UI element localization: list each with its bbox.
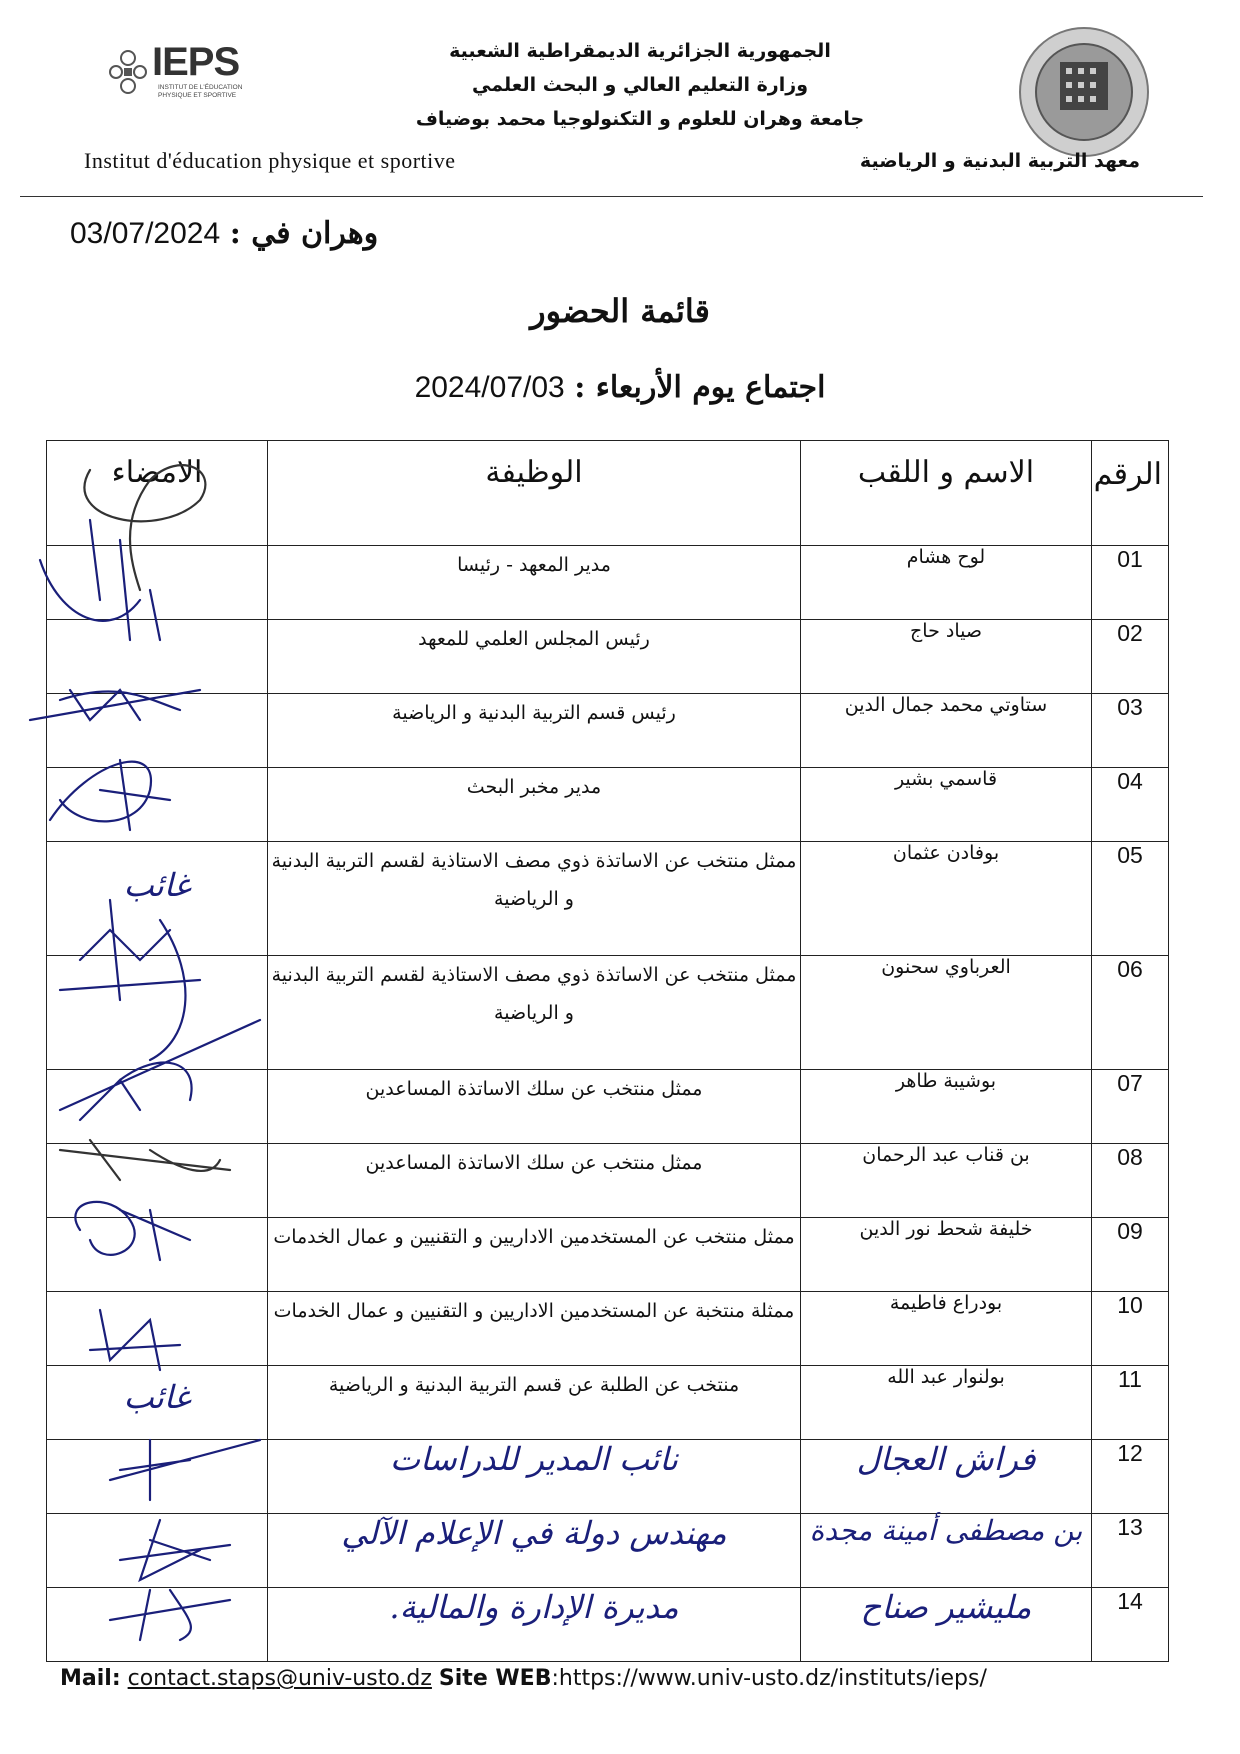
table-row <box>47 768 1169 842</box>
row-name-handwritten: بن مصطفى أمينة مجدة <box>801 1514 1092 1588</box>
table-row <box>47 1588 1169 1662</box>
row-name: ستاوتي محمد جمال الدين <box>801 694 1092 768</box>
institute-name-ar: معهد التربية البدنية و الرياضية <box>859 150 1140 172</box>
row-function: ممثل منتخب عن الاساتذة ذوي مصف الاستاذية لقسم التربية البدنية و الرياضية <box>268 956 801 1070</box>
date-line <box>70 216 378 251</box>
row-function: مدير المعهد - رئيسا <box>268 546 801 620</box>
row-number: 11 <box>1092 1366 1169 1440</box>
row-signature <box>47 620 268 694</box>
row-function-handwritten: نائب المدير للدراسات <box>268 1440 801 1514</box>
ieps-logo-sub-2: PHYSIQUE ET SPORTIVE <box>158 92 237 99</box>
table-row <box>47 1144 1169 1218</box>
row-signature <box>47 1218 268 1292</box>
row-number: 03 <box>1092 694 1169 768</box>
row-name-handwritten: فراش العجال <box>801 1440 1092 1514</box>
header-signature: الامضاء <box>47 441 268 546</box>
header-republic: الجمهورية الجزائرية الديمقراطية الشعبية <box>449 40 831 62</box>
row-signature <box>47 1070 268 1144</box>
row-name: بودراع فاطيمة <box>801 1292 1092 1366</box>
table-row <box>47 546 1169 620</box>
university-seal-icon <box>1018 26 1150 158</box>
table-row <box>47 1292 1169 1366</box>
row-signature <box>47 956 268 1070</box>
date-label: وهران في : <box>229 216 379 251</box>
table-row <box>47 956 1169 1070</box>
document-title: قائمة الحضور <box>530 292 710 330</box>
row-function: ممثل منتخب عن سلك الاساتذة المساعدين <box>268 1144 801 1218</box>
row-number: 09 <box>1092 1218 1169 1292</box>
footer-mail-label: Mail: <box>60 1666 121 1691</box>
row-signature <box>47 1514 268 1588</box>
table-row <box>47 1440 1169 1514</box>
university-seal <box>1018 26 1150 158</box>
meeting-date: 2024/07/03 <box>414 371 565 404</box>
row-function: ممثل منتخب عن المستخدمين الاداريين و التقنيين و عمال الخدمات <box>268 1218 801 1292</box>
footer-web-label: Site WEB <box>438 1666 552 1691</box>
institute-name-fr: Institut d'éducation physique et sportive <box>84 148 456 173</box>
ieps-logo-text: IEPS <box>152 40 240 84</box>
row-signature <box>47 546 268 620</box>
row-function: ممثل منتخب عن الاساتذة ذوي مصف الاستاذية لقسم التربية البدنية و الرياضية <box>268 842 801 956</box>
row-number: 06 <box>1092 956 1169 1070</box>
row-number: 08 <box>1092 1144 1169 1218</box>
table-header-row <box>47 441 1169 546</box>
footer-mail-link[interactable]: contact.staps@univ-usto.dz <box>127 1666 432 1691</box>
row-function: منتخب عن الطلبة عن قسم التربية البدنية و الرياضية <box>268 1366 801 1440</box>
row-name: بولنوار عبد الله <box>801 1366 1092 1440</box>
row-name: قاسمي بشير <box>801 768 1092 842</box>
header-university: جامعة وهران للعلوم و التكنولوجيا محمد بوضياف <box>415 108 865 130</box>
row-number: 13 <box>1092 1514 1169 1588</box>
attendance-table <box>46 440 1169 1662</box>
header-name: الاسم و اللقب <box>801 441 1092 546</box>
table-row <box>47 694 1169 768</box>
ieps-logo <box>106 40 244 106</box>
row-name: بوفادن عثمان <box>801 842 1092 956</box>
row-signature-absent: غائب <box>47 842 268 956</box>
row-signature <box>47 1588 268 1662</box>
row-number: 01 <box>1092 546 1169 620</box>
ieps-emblem-icon <box>106 44 150 102</box>
row-name: العرباوي سحنون <box>801 956 1092 1070</box>
row-number: 12 <box>1092 1440 1169 1514</box>
footer-web-link[interactable]: :https://www.univ-usto.dz/instituts/ieps/ <box>551 1666 987 1691</box>
row-name: لوح هشام <box>801 546 1092 620</box>
table-row <box>47 620 1169 694</box>
row-name-handwritten: مليشير صناح <box>801 1588 1092 1662</box>
row-name: خليفة شحط نور الدين <box>801 1218 1092 1292</box>
row-function: رئيس قسم التربية البدنية و الرياضية <box>268 694 801 768</box>
row-signature <box>47 768 268 842</box>
row-signature-absent: غائب <box>47 1366 268 1440</box>
row-function: ممثل منتخب عن سلك الاساتذة المساعدين <box>268 1070 801 1144</box>
row-signature <box>47 1292 268 1366</box>
row-signature <box>47 694 268 768</box>
date-value: 03/07/2024 <box>70 217 221 250</box>
row-number: 05 <box>1092 842 1169 956</box>
row-function: رئيس المجلس العلمي للمعهد <box>268 620 801 694</box>
table-row <box>47 1070 1169 1144</box>
row-function: ممثلة منتخبة عن المستخدمين الاداريين و التقنيين و عمال الخدمات <box>268 1292 801 1366</box>
header-function: الوظيفة <box>268 441 801 546</box>
table-row <box>47 1218 1169 1292</box>
row-signature <box>47 1144 268 1218</box>
row-number: 04 <box>1092 768 1169 842</box>
row-signature <box>47 1440 268 1514</box>
footer <box>60 1666 987 1691</box>
row-name: صياد حاج <box>801 620 1092 694</box>
meeting-label: اجتماع يوم الأربعاء : <box>574 370 826 405</box>
row-number: 10 <box>1092 1292 1169 1366</box>
row-function-handwritten: مديرة الإدارة والمالية. <box>268 1588 801 1662</box>
row-number: 14 <box>1092 1588 1169 1662</box>
row-function-handwritten: مهندس دولة في الإعلام الآلي <box>268 1514 801 1588</box>
table-row <box>47 1514 1169 1588</box>
header-ministry: وزارة التعليم العالي و البحث العلمي <box>472 74 808 96</box>
table-row <box>47 1366 1169 1440</box>
row-name: بن قناب عبد الرحمان <box>801 1144 1092 1218</box>
ieps-logo-sub-1: INSTITUT DE L'ÉDUCATION <box>158 84 243 91</box>
meeting-line <box>0 370 1240 405</box>
row-function: مدير مخبر البحث <box>268 768 801 842</box>
header-divider <box>20 196 1203 197</box>
header-number: الرقم <box>1092 441 1169 546</box>
table-row <box>47 842 1169 956</box>
row-name: بوشيبة طاهر <box>801 1070 1092 1144</box>
row-number: 02 <box>1092 620 1169 694</box>
row-number: 07 <box>1092 1070 1169 1144</box>
